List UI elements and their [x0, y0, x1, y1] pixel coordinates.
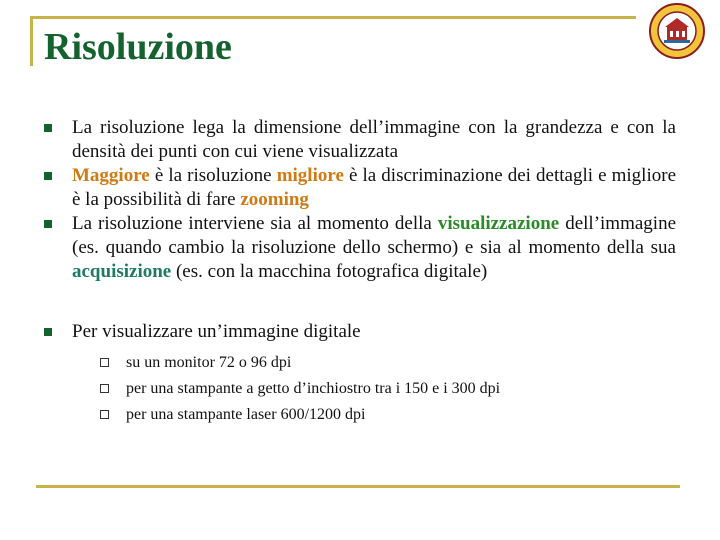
highlight-visualizzazione: visualizzazione [437, 213, 560, 234]
sub-bullet-text: per una stampante a getto d’inchiostro tra i 150 e i 300 dpi [126, 380, 501, 397]
university-seal-icon [648, 2, 706, 60]
bullet-item [44, 212, 676, 284]
sub-bullet-text: su un monitor 72 o 96 dpi [126, 354, 292, 371]
checkbox-square-icon [100, 358, 109, 367]
bullet-text-part: dell’immagine (es. quando cambio la risoluzione dello schermo) e sia al momento della sua [72, 213, 677, 258]
bullet-square-icon [44, 220, 52, 228]
sub-bullet-item [100, 402, 676, 428]
bullet-square-icon [44, 328, 52, 336]
bullet-list [44, 116, 676, 428]
frame-top-line [30, 16, 636, 19]
highlight-zooming: zooming [240, 189, 309, 210]
bullet-text: La risoluzione lega la dimensione dell’immagine con la grandezza e con la densità dei punti con cui viene visualizzata [72, 117, 676, 162]
checkbox-square-icon [100, 410, 109, 419]
sub-bullet-item [100, 350, 676, 376]
bullet-text-part: (es. con la macchina fotografica digitale) [171, 261, 488, 282]
bullet-text: Per visualizzare un’immagine digitale [72, 321, 361, 342]
sub-bullet-list [72, 350, 676, 428]
highlight-maggiore: Maggiore [72, 165, 150, 186]
frame-left-line [30, 16, 33, 66]
sub-bullet-text: per una stampante laser 600/1200 dpi [126, 406, 366, 423]
bottom-rule [36, 485, 680, 488]
sub-bullet-item [100, 376, 676, 402]
checkbox-square-icon [100, 384, 109, 393]
bullet-square-icon [44, 124, 52, 132]
highlight-migliore: migliore [276, 165, 344, 186]
bullet-text-part: è la discriminazione dei dettagli e migliore è la possibilità di fare [72, 165, 676, 210]
bullet-item [44, 164, 676, 212]
bullet-square-icon [44, 172, 52, 180]
bullet-text-part: La risoluzione interviene sia al momento della [72, 213, 438, 234]
bullet-text-part: è la risoluzione [149, 165, 277, 186]
highlight-acquisizione: acquisizione [72, 261, 172, 282]
bullet-item [44, 116, 676, 164]
bullet-item [44, 320, 676, 428]
slide-title: Risoluzione [44, 26, 232, 68]
